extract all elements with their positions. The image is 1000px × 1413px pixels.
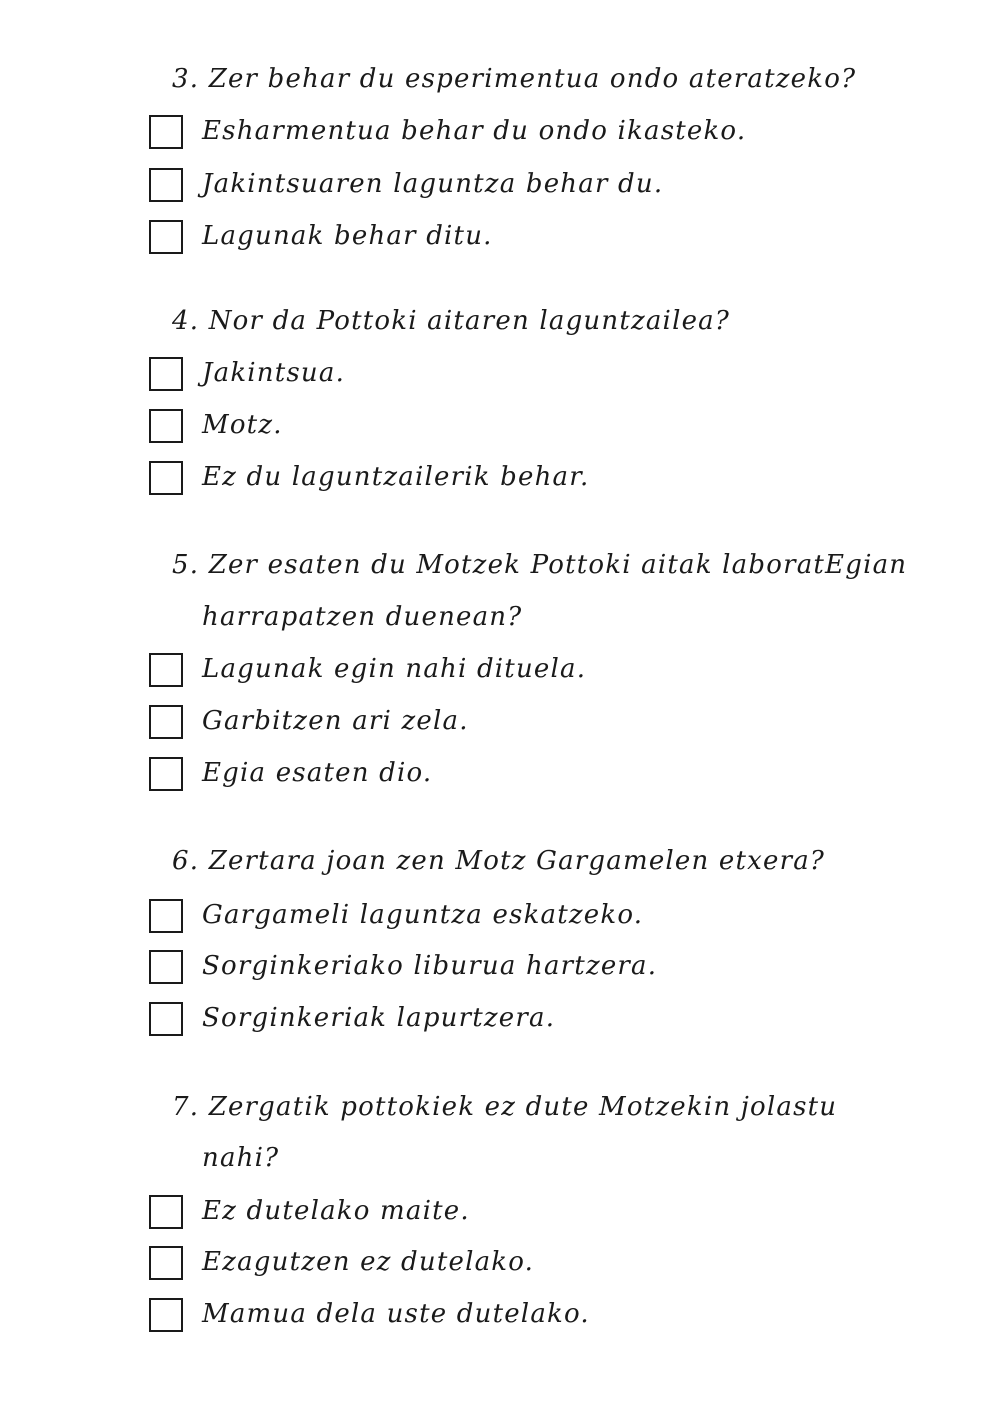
answer-label: Egia esaten dio. xyxy=(202,758,433,788)
question-line: Zer esaten du Motzek Pottoki aitak laboratEgian xyxy=(208,550,908,580)
answer-label: Mamua dela uste dutelako. xyxy=(202,1299,590,1329)
answer-label: Gargameli laguntza eskatzeko. xyxy=(202,900,644,930)
answer-option[interactable] xyxy=(0,1002,1000,1042)
question-text xyxy=(172,846,825,876)
question-line: Zertara joan zen Motz Gargamelen etxera? xyxy=(208,846,826,876)
answer-option[interactable] xyxy=(0,357,1000,397)
question-number: 5. xyxy=(172,550,200,580)
answer-label: Sorginkeriak lapurtzera. xyxy=(202,1003,556,1033)
question-text xyxy=(172,64,856,94)
answer-option[interactable] xyxy=(0,115,1000,155)
answer-checkbox[interactable] xyxy=(149,409,183,443)
answer-checkbox[interactable] xyxy=(149,220,183,254)
answer-option[interactable] xyxy=(0,220,1000,260)
answer-label: Jakintsua. xyxy=(202,358,346,388)
answer-option[interactable] xyxy=(0,705,1000,745)
answer-checkbox[interactable] xyxy=(149,168,183,202)
answer-checkbox[interactable] xyxy=(149,1298,183,1332)
answer-label: Ez dutelako maite. xyxy=(202,1196,470,1226)
answer-checkbox[interactable] xyxy=(149,357,183,391)
answer-label: Jakintsuaren laguntza behar du. xyxy=(202,169,664,199)
question-number: 7. xyxy=(172,1092,200,1122)
answer-checkbox[interactable] xyxy=(149,115,183,149)
answer-checkbox[interactable] xyxy=(149,1246,183,1280)
answer-option[interactable] xyxy=(0,1195,1000,1235)
answer-label: Ez du laguntzailerik behar. xyxy=(202,462,590,492)
answer-label: Sorginkeriako liburua hartzera. xyxy=(202,951,658,981)
answer-label: Esharmentua behar du ondo ikasteko. xyxy=(202,116,747,146)
answer-checkbox[interactable] xyxy=(149,950,183,984)
answer-option[interactable] xyxy=(0,757,1000,797)
answer-checkbox[interactable] xyxy=(149,705,183,739)
question-number: 3. xyxy=(172,64,200,94)
answer-label: Lagunak egin nahi dituela. xyxy=(202,654,587,684)
answer-label: Lagunak behar ditu. xyxy=(202,221,493,251)
question-number: 6. xyxy=(172,846,200,876)
answer-option[interactable] xyxy=(0,653,1000,693)
answer-label: Motz. xyxy=(202,410,283,440)
answer-option[interactable] xyxy=(0,461,1000,501)
answer-option[interactable] xyxy=(0,409,1000,449)
question-text xyxy=(172,550,907,580)
question-number: 4. xyxy=(172,306,200,336)
question-line-continued: harrapatzen duenean? xyxy=(202,602,523,632)
answer-checkbox[interactable] xyxy=(149,653,183,687)
answer-option[interactable] xyxy=(0,1298,1000,1338)
answer-option[interactable] xyxy=(0,168,1000,208)
question-text xyxy=(172,306,730,336)
answer-checkbox[interactable] xyxy=(149,757,183,791)
question-line: Zergatik pottokiek ez dute Motzekin jolastu xyxy=(208,1092,838,1122)
answer-label: Ezagutzen ez dutelako. xyxy=(202,1247,535,1277)
answer-checkbox[interactable] xyxy=(149,1195,183,1229)
answer-label: Garbitzen ari zela. xyxy=(202,706,469,736)
answer-checkbox[interactable] xyxy=(149,899,183,933)
answer-option[interactable] xyxy=(0,899,1000,939)
answer-option[interactable] xyxy=(0,1246,1000,1286)
question-line-continued: nahi? xyxy=(202,1143,280,1173)
answer-option[interactable] xyxy=(0,950,1000,990)
question-line: Nor da Pottoki aitaren laguntzailea? xyxy=(208,306,731,336)
answer-checkbox[interactable] xyxy=(149,1002,183,1036)
question-text xyxy=(172,1092,837,1122)
question-line: Zer behar du esperimentua ondo ateratzeko? xyxy=(208,64,857,94)
answer-checkbox[interactable] xyxy=(149,461,183,495)
